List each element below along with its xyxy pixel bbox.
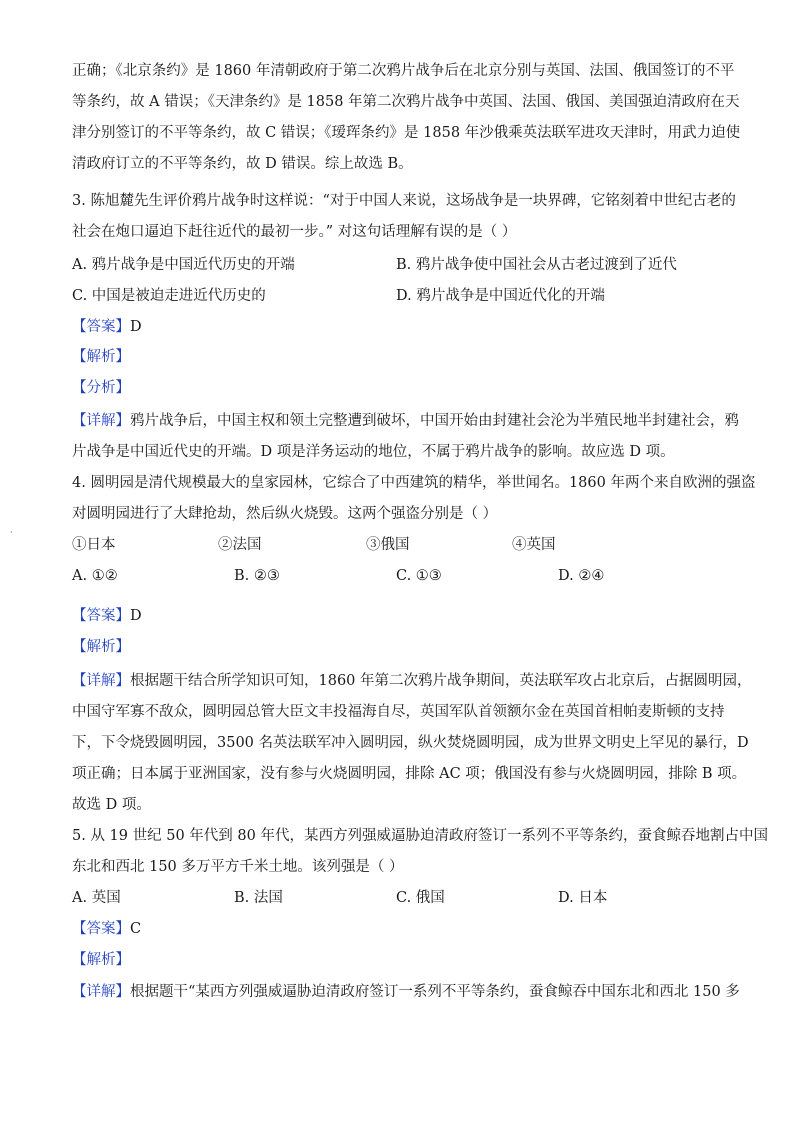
detail-text: 鸦片战争后，中国主权和领土完整遭到破坏，中国开始由封建社会沦为半殖民地半封建社会，鸦 — [130, 413, 739, 429]
text-line: 等条约，故 A 错误；《天津条约》是 1858 年第二次鸦片战争中英国、法国、俄国、美国强迫清政府在天 — [72, 94, 740, 110]
question-5-stem: 东北和西北 150 多万平方千米土地。该列强是（ ） — [72, 859, 404, 875]
stray-dot: · — [10, 528, 13, 538]
q5-answer — [72, 918, 141, 940]
q4-item-3: ③俄国 — [366, 537, 410, 553]
q4-item-1: ①日本 — [72, 537, 116, 553]
q4-option-d: D. ②④ — [558, 568, 605, 584]
q4-option-c: C. ①③ — [396, 568, 442, 584]
analysis-tag: 【解析】 — [72, 349, 130, 365]
q4-detail — [72, 670, 752, 692]
detail-tag: 【详解】 — [72, 673, 130, 689]
q3-detail-line: 片战争是中国近代史的开端。D 项是洋务运动的地位，不属于鸦片战争的影响。故应选 D 项。 — [72, 444, 675, 460]
q3-detail — [72, 410, 739, 432]
q4-option-a: A. ①② — [72, 568, 118, 584]
q5-option-b: B. 法国 — [234, 890, 283, 906]
answer-value: D — [130, 608, 142, 624]
q3-option-d: D. 鸦片战争是中国近代化的开端 — [396, 288, 605, 304]
q4-detail-line: 项正确；日本属于亚洲国家，没有参与火烧圆明园，排除 AC 项；俄国没有参与火烧圆明园，排除 B 项。 — [72, 766, 747, 782]
text-line: 津分别签订的不平等条约，故 C 错误；《瑷珲条约》是 1858 年沙俄乘英法联军进攻天津时，用武力迫使 — [72, 125, 741, 141]
q3-option-c: C. 中国是被迫走进近代历史的 — [72, 288, 266, 304]
q4-item-4: ④英国 — [512, 537, 556, 553]
detail-tag: 【详解】 — [72, 984, 130, 1000]
q4-detail-line: 下，下令烧毁圆明园，3500 名英法联军冲入圆明园，纵火焚烧圆明园，成为世界文明史上罕见的暴行，D — [72, 735, 749, 751]
q4-detail-line: 中国守军寡不敌众，圆明园总管大臣文丰投福海自尽，英国军队首领额尔金在英国首相帕麦斯顿的支持 — [72, 704, 725, 720]
question-5-stem: 5. 从 19 世纪 50 年代到 80 年代，某西方列强威逼胁迫清政府签订一系列不平等条约，蚕食鲸吞地割占中国 — [72, 828, 768, 844]
answer-tag: 【答案】 — [72, 608, 130, 624]
q5-option-d: D. 日本 — [558, 890, 608, 906]
question-3-stem: 社会在炮口逼迫下赶往近代的最初一步。” 对这句话理解有误的是（ ） — [72, 224, 517, 240]
detail-text: 根据题干结合所学知识可知，1860 年第二次鸦片战争期间，英法联军攻占北京后，占据圆明园， — [130, 673, 752, 689]
q4-item-2: ②法国 — [218, 537, 262, 553]
question-4-stem: 对圆明园进行了大肆抢劫，然后纵火烧毁。这两个强盗分别是（ ） — [72, 506, 498, 522]
question-4-stem: 4. 圆明园是清代规模最大的皇家园林，它综合了中西建筑的精华，举世闻名。1860 年两个来自欧洲的强盗 — [72, 475, 756, 491]
text-line: 正确；《北京条约》是 1860 年清朝政府于第二次鸦片战争后在北京分别与英国、法国、俄国签订的不平 — [72, 63, 735, 79]
q3-option-b: B. 鸦片战争使中国社会从古老过渡到了近代 — [396, 257, 677, 273]
q5-analysis-tag — [72, 949, 130, 971]
detail-text: 根据题干“某西方列强威逼胁迫清政府签订一系列不平等条约，蚕食鲸吞中国东北和西北 150 多 — [130, 984, 740, 1000]
analysis-tag: 【解析】 — [72, 639, 130, 655]
detail-tag: 【详解】 — [72, 413, 130, 429]
text-line: 清政府订立的不平等条约，故 D 错误。综上故选 B。 — [72, 156, 413, 172]
q4-option-b: B. ②③ — [234, 568, 280, 584]
answer-tag: 【答案】 — [72, 921, 130, 937]
q4-detail-line: 故选 D 项。 — [72, 797, 151, 813]
q4-analysis-tag — [72, 636, 130, 658]
analysis-tag: 【解析】 — [72, 952, 130, 968]
question-3-stem: 3. 陈旭麓先生评价鸦片战争时这样说：“对于中国人来说，这场战争是一块界碑，它铭刻着中世纪古老的 — [72, 193, 736, 209]
q3-answer — [72, 316, 142, 338]
q5-option-c: C. 俄国 — [396, 890, 445, 906]
answer-tag: 【答案】 — [72, 319, 130, 335]
q3-option-a: A. 鸦片战争是中国近代历史的开端 — [72, 257, 295, 273]
q3-fenxi-tag — [72, 377, 130, 399]
answer-value: C — [130, 921, 142, 937]
answer-value: D — [130, 319, 142, 335]
fenxi-tag: 【分析】 — [72, 380, 130, 396]
q5-detail — [72, 981, 740, 1003]
q5-option-a: A. 英国 — [72, 890, 121, 906]
q4-answer — [72, 605, 142, 627]
q3-analysis-tag — [72, 346, 130, 368]
